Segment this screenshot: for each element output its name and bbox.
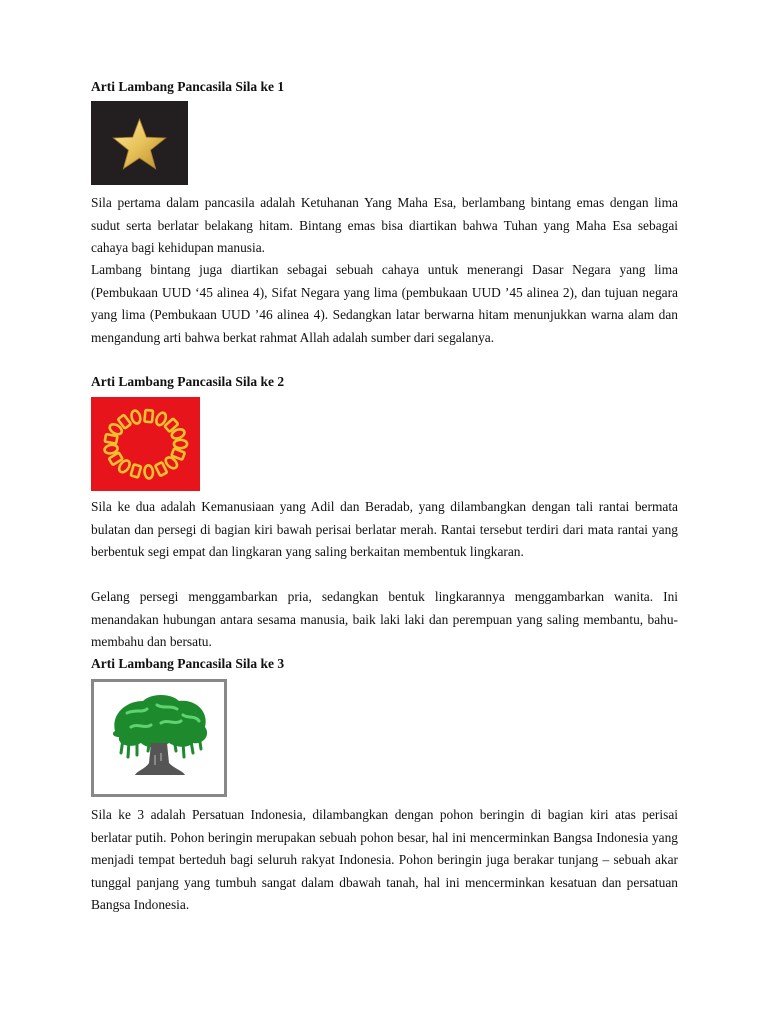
star-emblem-icon [91,101,188,185]
chain-emblem-icon [91,397,200,491]
section-1-heading: Arti Lambang Pancasila Sila ke 1 [91,79,285,94]
section-1-paragraph-1: Sila pertama dalam pancasila adalah Ketuhanan Yang Maha Esa, berlambang bintang emas dengan lima sudut serta berlatar belakang hitam. Bintang emas bisa diartikan bahwa Tuhan yang Maha Esa sebagai cahaya bagi kehidupan manusia. [91,195,678,256]
section-3-heading: Arti Lambang Pancasila Sila ke 3 [91,656,285,671]
section-2-paragraph-2: Gelang persegi menggambarkan pria, sedangkan bentuk lingkarannya menggambarkan wanita. Ini menandakan hubungan antara sesama manusia, baik laki laki dan perempuan yang saling membantu, bahu-membahu dan bersatu. [91,589,678,650]
section-2-heading: Arti Lambang Pancasila Sila ke 2 [91,374,285,389]
section-2-paragraph-1: Sila ke dua adalah Kemanusiaan yang Adil dan Beradab, yang dilambangkan dengan tali rantai bermata bulatan dan persegi di bagian kiri bawah perisai berlatar merah. Rantai tersebut terdiri dari mata rantai yang berbentuk segi empat dan lingkaran yang saling berkaitan membentuk lingkaran. [91,499,678,560]
section-1-paragraph-2: Lambang bintang juga diartikan sebagai sebuah cahaya untuk menerangi Dasar Negara yang lima (Pembukaan UUD ‘45 alinea 4), Sifat Negara yang lima (pembukaan UUD ’45 alinea 2), dan tujuan negara yang lima (Pembukaan UUD ’46 alinea 4). Sedangkan latar berwarna hitam menunjukkan warna alam dan mengandung arti bahwa berkat rahmat Allah adalah sumber dari segalanya. [91,262,678,345]
section-3-paragraph-1: Sila ke 3 adalah Persatuan Indonesia, dilambangkan dengan pohon beringin di bagian kiri atas perisai berlatar putih. Pohon beringin merupakan sebuah pohon besar, hal ini mencerminkan Bangsa Indonesia yang menjadi tempat berteduh bagi seluruh rakyat Indonesia. Pohon beringin juga berakar tunjang – sebuah akar tunggal panjang yang tumbuh sangat dalam dbawah tanah, hal ini mencerminkan kesatuan dan persatuan Bangsa Indonesia. [91,807,678,913]
banyan-tree-emblem-icon [91,679,227,797]
